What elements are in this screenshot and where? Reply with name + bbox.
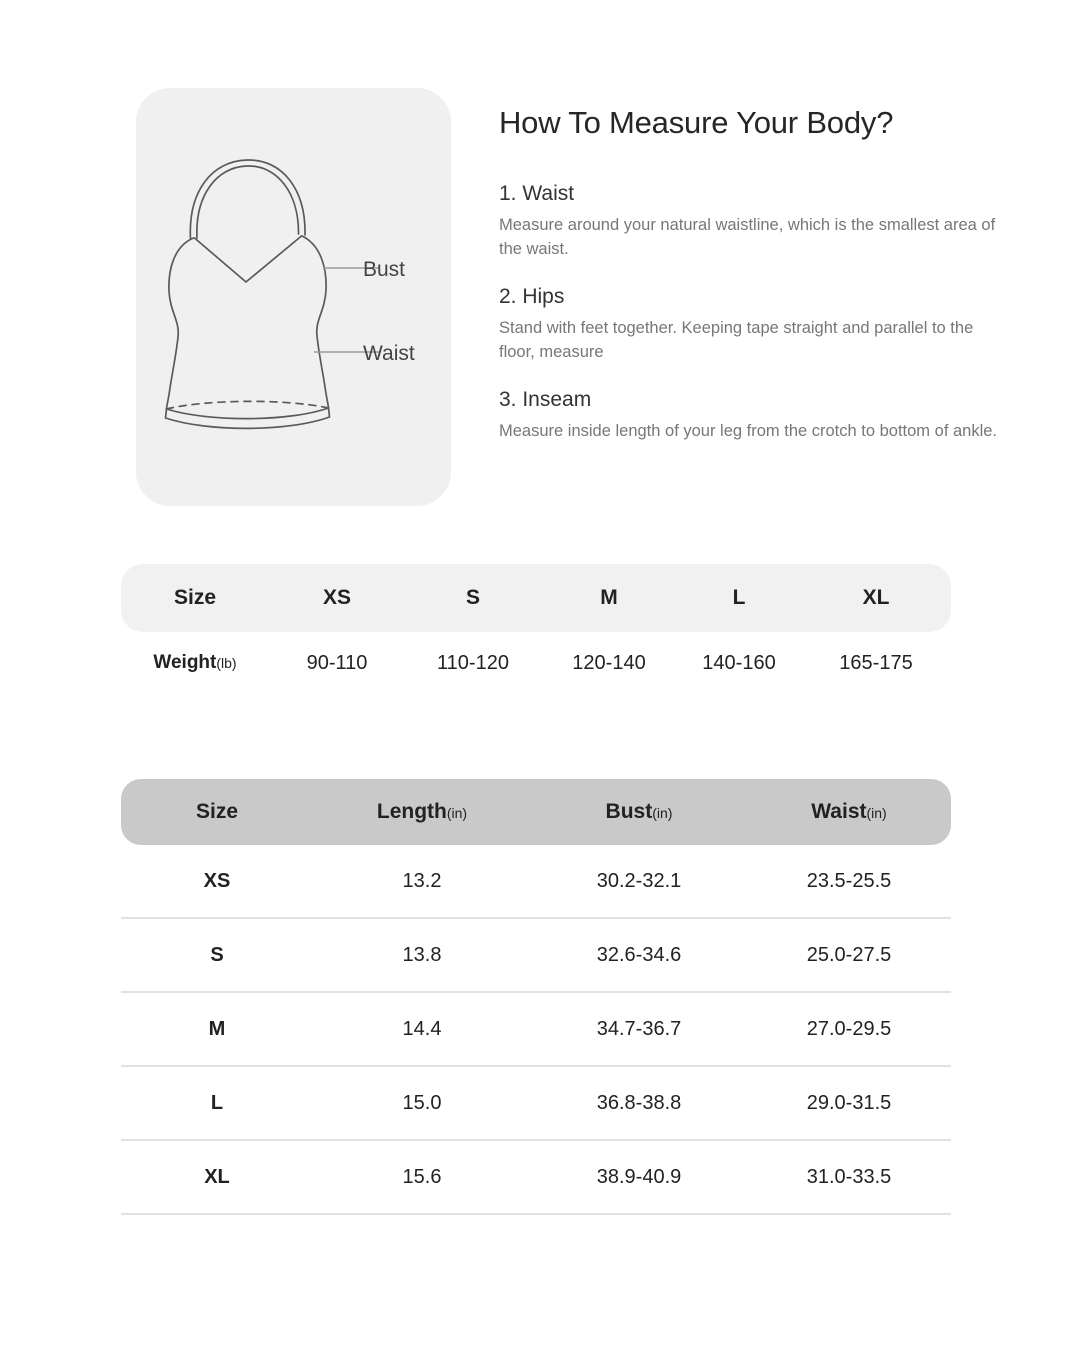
weight-table-row (121, 632, 951, 694)
step-heading-hips: 2. Hips (499, 285, 565, 308)
weight-unit-text: (lb) (216, 655, 237, 671)
row-size: M (208, 1017, 226, 1040)
weight-value-xs: 90-110 (306, 651, 368, 674)
size-header-waist-unit: (in) (866, 805, 887, 821)
weight-value-m: 120-140 (572, 651, 646, 674)
size-header-length-unit: (in) (446, 805, 468, 821)
row-length: 15.0 (402, 1091, 442, 1114)
measure-step-inseam (499, 386, 999, 443)
size-table-header-row (121, 779, 951, 845)
measure-step-hips (499, 283, 999, 364)
strap-inner-path (197, 166, 299, 238)
row-waist: 23.5-25.5 (806, 869, 892, 892)
size-header-bust-text: Bust (605, 800, 653, 823)
row-size: S (210, 943, 224, 966)
row-bust: 38.9-40.9 (596, 1165, 682, 1188)
size-header-waist (747, 800, 951, 824)
step-body-hips: Stand with feet together. Keeping tape straight and parallel to the floor, measure (499, 319, 974, 361)
hem-top-curve (167, 401, 329, 409)
size-header-length (313, 800, 531, 824)
row-size: L (210, 1091, 224, 1114)
size-header-waist-text: Waist (811, 800, 867, 823)
row-length: 15.6 (402, 1165, 442, 1188)
step-heading-inseam: 3. Inseam (499, 388, 592, 411)
step-body-inseam: Measure inside length of your leg from the crotch to bottom of ankle. (499, 422, 998, 440)
weight-label-text: Weight (153, 652, 217, 673)
row-size: XL (204, 1165, 230, 1188)
weight-row-label (121, 652, 269, 674)
garment-illustration-card (136, 88, 451, 506)
size-header-size-text: Size (195, 800, 239, 823)
size-header-bust-unit: (in) (652, 805, 673, 821)
weight-header-size: Size (173, 586, 217, 609)
weight-value-s: 110-120 (437, 651, 509, 674)
row-waist: 25.0-27.5 (806, 943, 892, 966)
weight-header-m: M (600, 586, 618, 609)
weight-value-xl: 165-175 (839, 651, 913, 674)
weight-table-header-row (121, 564, 951, 632)
table-row (121, 845, 951, 919)
weight-value-l: 140-160 (702, 651, 776, 674)
size-header-size (121, 800, 313, 824)
row-length: 14.4 (402, 1017, 442, 1040)
body-left-outline (167, 238, 194, 409)
hem-front-curve (167, 408, 329, 419)
strap-outer-path (190, 160, 305, 239)
size-measurement-table (121, 779, 951, 1215)
waist-label: Waist (363, 342, 415, 365)
row-bust: 34.7-36.7 (596, 1017, 682, 1040)
row-bust: 36.8-38.8 (596, 1091, 682, 1114)
size-header-bust (531, 800, 747, 824)
weight-size-table (121, 564, 951, 694)
camisole-garment-diagram (136, 88, 451, 506)
step-heading-waist: 1. Waist (499, 182, 575, 205)
bust-label: Bust (363, 258, 406, 281)
step-body-waist: Measure around your natural waistline, which is the smallest area of the waist. (499, 216, 996, 258)
table-row (121, 1141, 951, 1215)
measure-step-waist (499, 180, 999, 261)
weight-header-l: L (732, 586, 746, 609)
measurement-guide-section (0, 0, 1080, 545)
body-right-outline (302, 236, 329, 408)
row-bust: 30.2-32.1 (596, 869, 682, 892)
neckline-v-path (195, 236, 302, 282)
table-row (121, 919, 951, 993)
table-row (121, 1067, 951, 1141)
size-header-length-text: Length (376, 800, 447, 823)
row-waist: 27.0-29.5 (806, 1017, 892, 1040)
weight-header-s: S (465, 586, 480, 609)
row-length: 13.2 (402, 869, 442, 892)
row-waist: 31.0-33.5 (806, 1165, 892, 1188)
row-bust: 32.6-34.6 (596, 943, 682, 966)
weight-header-xl: XL (862, 586, 890, 609)
weight-header-xs: XS (322, 586, 351, 609)
row-size: XS (203, 869, 231, 892)
page-title: How To Measure Your Body? (499, 105, 894, 140)
row-length: 13.8 (402, 943, 442, 966)
table-row (121, 993, 951, 1067)
row-waist: 29.0-31.5 (806, 1091, 892, 1114)
measure-instructions-panel (499, 104, 999, 443)
